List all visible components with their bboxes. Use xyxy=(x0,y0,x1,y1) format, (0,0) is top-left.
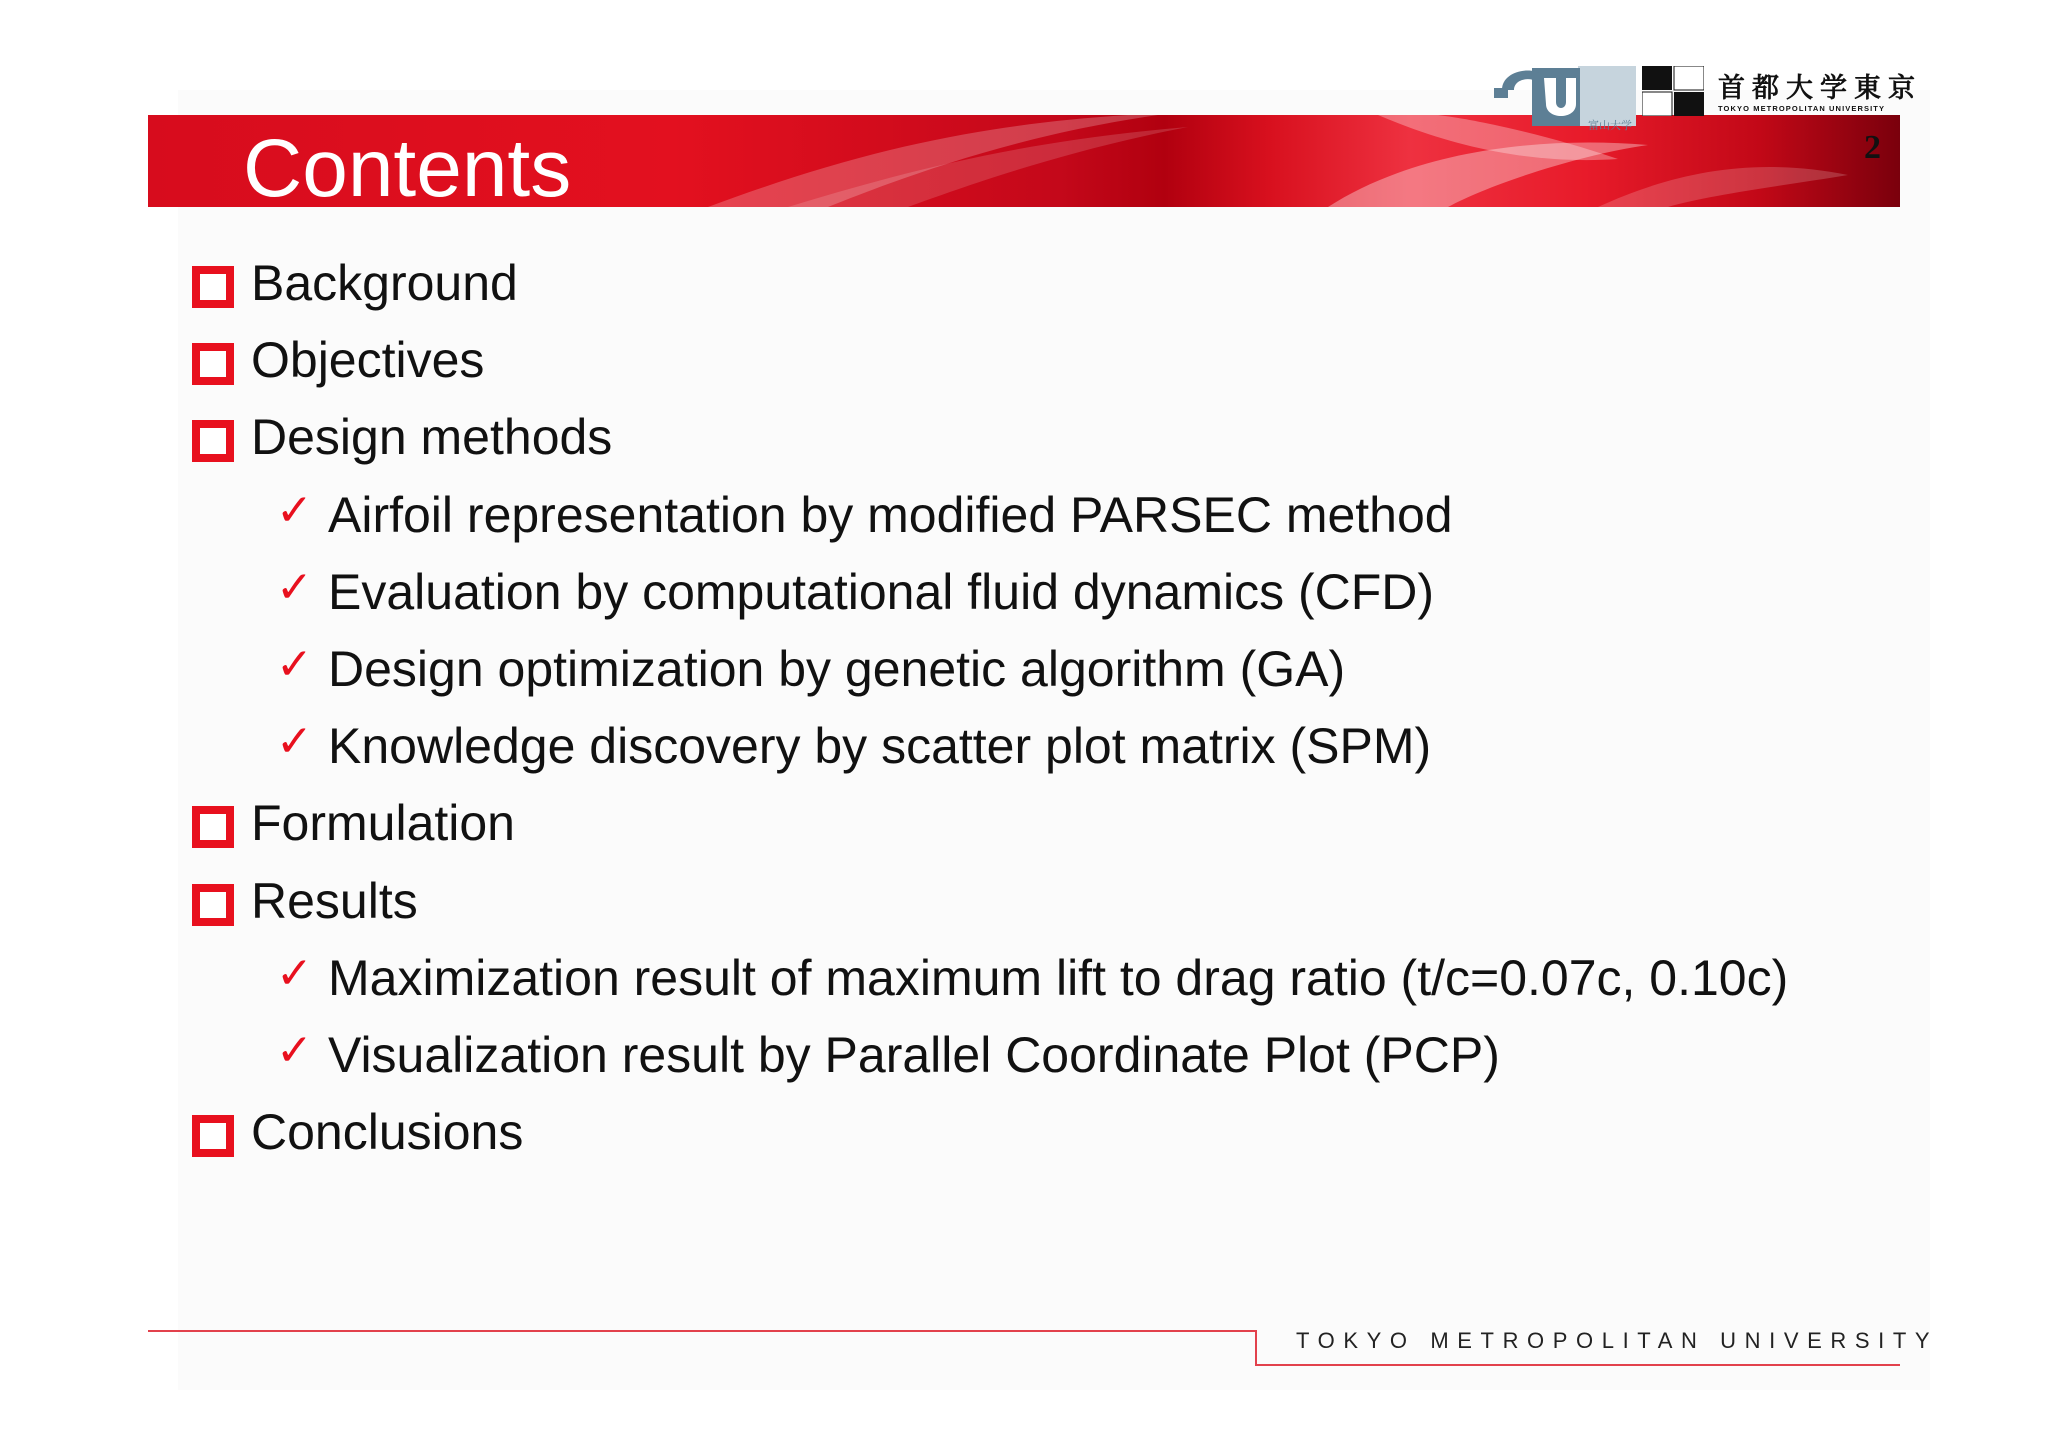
contents-item-label: Results xyxy=(251,873,418,929)
contents-subitem-label: Airfoil representation by modified PARSEC method xyxy=(328,487,1453,543)
square-bullet-icon xyxy=(192,884,234,926)
checkmark-bullet-icon: ✓ xyxy=(276,716,313,767)
checkmark-bullet-icon: ✓ xyxy=(276,562,313,613)
contents-item-label: Formulation xyxy=(251,795,515,851)
contents-item-label: Objectives xyxy=(251,332,485,388)
square-bullet-icon xyxy=(192,266,234,308)
footer-divider-right xyxy=(1255,1364,1900,1366)
square-bullet-icon xyxy=(192,806,234,848)
toyama-logo-caption: 富山大学 xyxy=(1588,120,1632,132)
contents-item-label: Design methods xyxy=(251,409,613,465)
contents-subitem-label: Maximization result of maximum lift to drag ratio (t/c=0.07c, 0.10c) xyxy=(328,950,1789,1006)
square-bullet-icon xyxy=(192,343,234,385)
footer-divider-left xyxy=(148,1330,1256,1332)
page-title: Contents xyxy=(243,123,572,214)
tmu-checker-logo-icon xyxy=(1642,66,1704,116)
footer-university-name: TOKYO METROPOLITAN UNIVERSITY xyxy=(1296,1328,1939,1353)
page-number: 2 xyxy=(1864,129,1881,166)
contents-subitem-label: Evaluation by computational fluid dynamics (CFD) xyxy=(328,564,1435,620)
contents-item-label: Background xyxy=(251,255,518,311)
contents-subitem-label: Knowledge discovery by scatter plot matrix (SPM) xyxy=(328,718,1432,774)
tmu-logo-name: 首都大学東京 xyxy=(1718,73,1922,103)
contents-subitem-label: Design optimization by genetic algorithm (GA) xyxy=(328,641,1346,697)
checkmark-bullet-icon: ✓ xyxy=(276,485,313,536)
tmu-logo-subtitle: TOKYO METROPOLITAN UNIVERSITY xyxy=(1718,104,1886,113)
square-bullet-icon xyxy=(192,1115,234,1157)
contents-subitem-label: Visualization result by Parallel Coordinate Plot (PCP) xyxy=(328,1027,1500,1083)
checkmark-bullet-icon: ✓ xyxy=(276,948,313,999)
checkmark-bullet-icon: ✓ xyxy=(276,639,313,690)
footer-divider-step xyxy=(1255,1330,1257,1366)
square-bullet-icon xyxy=(192,420,234,462)
checkmark-bullet-icon: ✓ xyxy=(276,1025,313,1076)
contents-item-label: Conclusions xyxy=(251,1104,524,1160)
